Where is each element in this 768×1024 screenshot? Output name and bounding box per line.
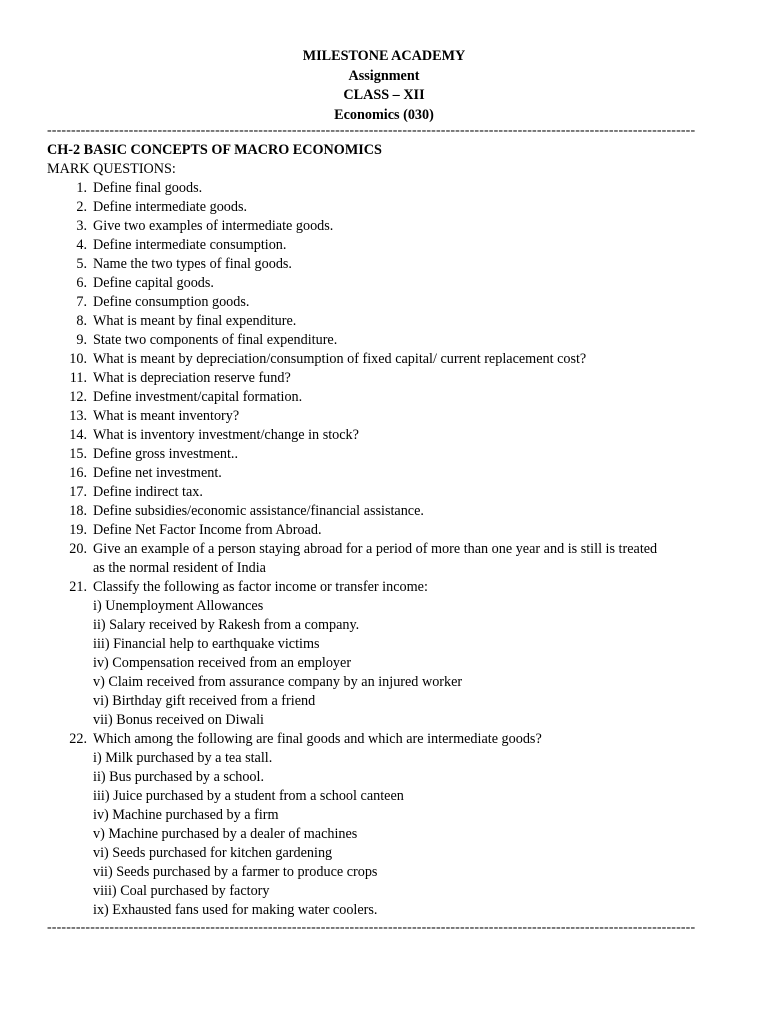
question-text: Define Net Factor Income from Abroad. [93,522,322,538]
question-text: What is meant inventory? [93,408,240,424]
question-text: Name the two types of final goods. [93,256,292,272]
sub-item: ix) Exhausted fans used for making water coolers. [93,902,378,918]
question-text: Which among the following are final goods and which are intermediate goods? [93,731,542,747]
question-text: Define intermediate consumption. [93,237,287,253]
question-number: 16. [69,465,87,481]
assignment-content [47,141,727,920]
class-label: CLASS – XII [343,87,425,103]
question-number: 15. [69,446,87,462]
question-text: Define final goods. [93,180,203,196]
question-item [47,426,727,445]
sub-item: iv) Machine purchased by a firm [93,807,279,823]
document-header [0,47,768,125]
sub-item: vii) Bonus received on Diwali [93,712,264,728]
question-item [47,179,727,198]
question-text: Define gross investment.. [93,446,238,462]
sub-item: ii) Bus purchased by a school. [93,769,265,785]
sub-item: ii) Salary received by Rakesh from a company. [93,617,360,633]
question-item [47,407,727,426]
sub-item: vii) Seeds purchased by a farmer to produce crops [93,864,378,880]
sub-item: vi) Seeds purchased for kitchen gardening [93,845,333,861]
question-item [47,730,727,749]
chapter-title: CH-2 BASIC CONCEPTS OF MACRO ECONOMICS [47,142,382,158]
question-text: What is depreciation reserve fund? [93,370,291,386]
sub-item: iv) Compensation received from an employer [93,655,352,671]
sub-item: i) Unemployment Allowances [93,598,264,614]
sub-item: viii) Coal purchased by factory [93,883,270,899]
question-number: 4. [76,237,87,253]
question-item [47,255,727,274]
question-text: State two components of final expenditure. [93,332,338,348]
question-text: Define consumption goods. [93,294,250,310]
question-item [47,350,727,369]
subject-label: Economics (030) [334,106,434,123]
question-number: 12. [69,389,87,405]
question-text: What is inventory investment/change in stock? [93,427,359,443]
question-item [47,217,727,236]
question-number: 5. [76,256,87,272]
question-item [47,521,727,540]
question-item [47,502,727,521]
question-number: 21. [69,579,87,595]
question-text: What is meant by depreciation/consumption of fixed capital/ current replacement cost? [93,351,587,367]
question-item [47,274,727,293]
question-number: 14. [69,427,87,443]
question-number: 1. [76,180,87,196]
question-number: 2. [76,199,87,215]
question-number: 17. [69,484,87,500]
question-item [47,236,727,255]
question-text: Classify the following as factor income or transfer income: [93,579,428,595]
document-type: Assignment [348,67,420,84]
sub-item: iii) Financial help to earthquake victims [93,636,320,652]
school-name: MILESTONE ACADEMY [302,48,466,64]
question-item [47,445,727,464]
question-item [47,578,727,597]
question-number: 11. [69,370,87,386]
question-number: 20. [69,541,87,557]
question-item [47,331,727,350]
question-number: 10. [69,351,87,367]
question-number: 3. [76,218,87,234]
question-text: Define indirect tax. [93,484,203,500]
question-text: Define investment/capital formation. [93,389,303,405]
question-number: 13. [69,408,87,424]
top-divider: --------------------------------------------------------------------------------------------------------------------------------------- [47,124,696,138]
sub-item: vi) Birthday gift received from a friend [93,693,316,709]
question-number: 6. [76,275,87,291]
question-item [47,388,727,407]
question-item [47,198,727,217]
question-text: Define net investment. [93,465,222,481]
question-item [47,312,727,331]
question-number: 9. [76,332,87,348]
sub-item: v) Machine purchased by a dealer of machines [93,826,358,842]
question-number: 7. [76,294,87,310]
question-item [47,293,727,312]
question-text-continued: as the normal resident of India [93,560,266,576]
question-text: What is meant by final expenditure. [93,313,297,329]
question-item [47,540,727,559]
bottom-divider: --------------------------------------------------------------------------------------------------------------------------------------- [47,921,696,935]
question-number: 8. [76,313,87,329]
sub-item: v) Claim received from assurance company by an injured worker [93,674,463,690]
question-number: 19. [69,522,87,538]
section-label: MARK QUESTIONS: [47,161,176,177]
question-text: Define subsidies/economic assistance/financial assistance. [93,503,424,519]
question-text: Give two examples of intermediate goods. [93,218,334,234]
question-item [47,483,727,502]
question-text: Define capital goods. [93,275,214,291]
question-number: 22. [69,731,87,747]
question-item [47,464,727,483]
question-text: Give an example of a person staying abroad for a period of more than one year and is still is treated [93,541,658,557]
sub-item: i) Milk purchased by a tea stall. [93,750,273,766]
question-item [47,369,727,388]
sub-item: iii) Juice purchased by a student from a school canteen [93,788,404,804]
question-text: Define intermediate goods. [93,199,248,215]
question-number: 18. [69,503,87,519]
